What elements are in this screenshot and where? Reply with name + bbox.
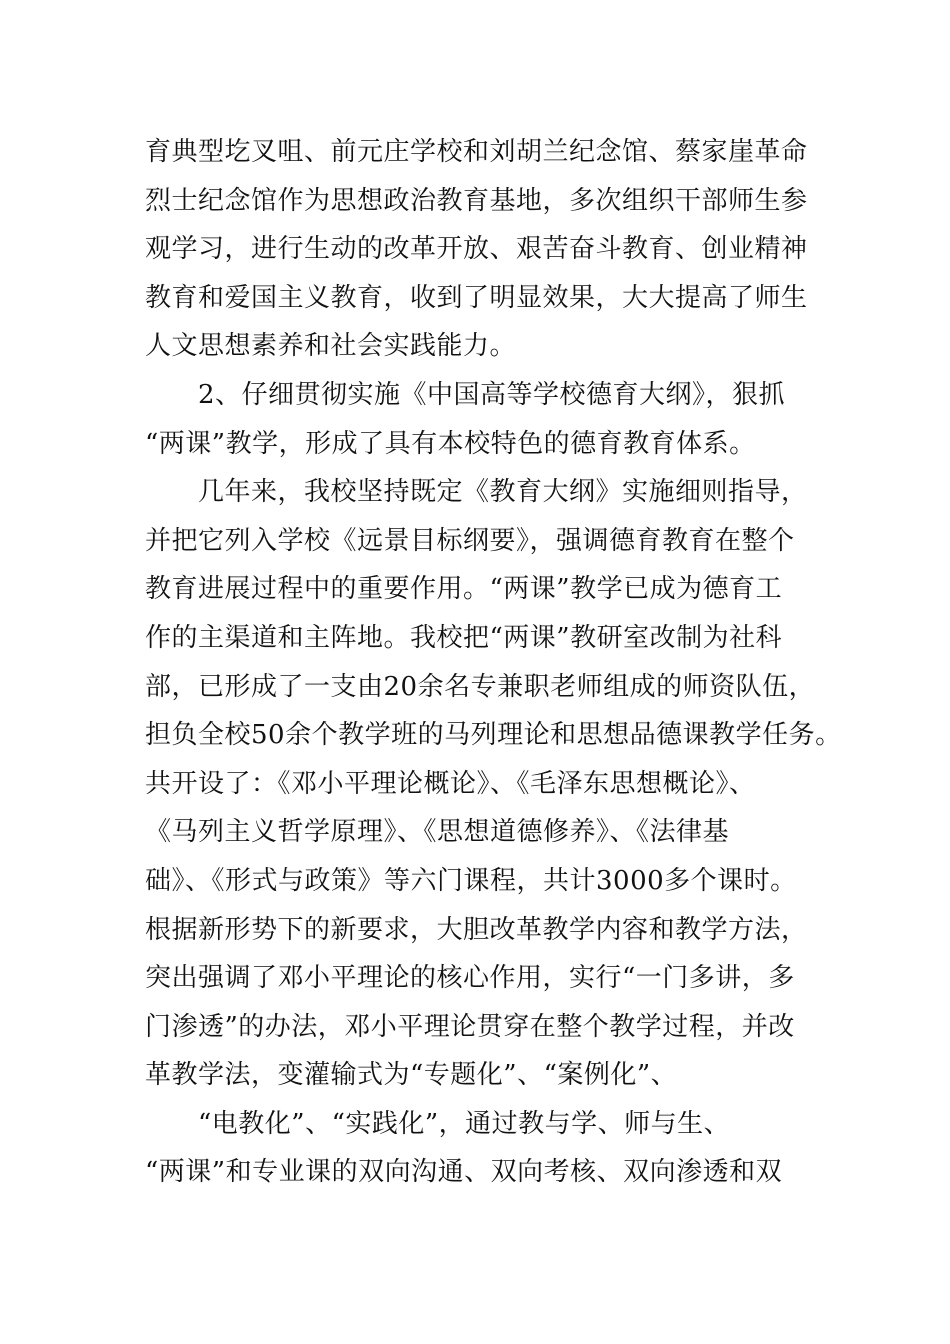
text-line: 担负全校50余个教学班的马列理论和思想品德课教学任务。 — [145, 720, 842, 751]
text-line: “两课”和专业课的双向沟通、双向考核、双向渗透和双 — [145, 1157, 783, 1188]
text-line: 2、仔细贯彻实施《中国高等学校德育大纲》，狠抓 — [145, 379, 786, 410]
text-line: 革教学法，变灌输式为“专题化”、“案例化”、 — [145, 1060, 678, 1091]
text-line: 作的主渠道和主阵地。我校把“两课”教研室改制为社科 — [145, 622, 783, 653]
text-line: 部，已形成了一支由20余名专兼职老师组成的师资队伍， — [145, 671, 816, 702]
text-line: 并把它列入学校《远景目标纲要》，强调德育教育在整个 — [145, 525, 795, 556]
text-line: 教育进展过程中的重要作用。“两课”教学已成为德育工 — [145, 574, 783, 605]
text-line: 《马列主义哲学原理》、《思想道德修养》、《法律基 — [145, 817, 730, 848]
text-line: 几年来，我校坚持既定《教育大纲》实施细则指导， — [145, 477, 808, 508]
text-line: 根据新形势下的新要求，大胆改革教学内容和教学方法， — [145, 914, 808, 945]
text-line: 观学习，进行生动的改革开放、艰苦奋斗教育、创业精神 — [145, 234, 808, 265]
text-line: “两课”教学，形成了具有本校特色的德育教育体系。 — [145, 428, 756, 459]
text-line: 教育和爱国主义教育，收到了明显效果，大大提高了师生 — [145, 282, 808, 313]
text-line: 烈士纪念馆作为思想政治教育基地，多次组织干部师生参 — [145, 185, 808, 216]
text-line: 础》、《形式与政策》等六门课程，共计3000多个课时。 — [145, 865, 797, 896]
text-line: 共开设了：《邓小平理论概论》、《毛泽东思想概论》、 — [145, 768, 756, 799]
text-line: 人文思想素养和社会实践能力。 — [145, 331, 517, 362]
body-text — [145, 128, 842, 1197]
text-line: 突出强调了邓小平理论的核心作用，实行“一门多讲，多 — [145, 963, 795, 994]
text-line: “电教化”、“实践化”，通过教与学、师与生、 — [145, 1108, 731, 1139]
text-line: 育典型圪叉咀、前元庄学校和刘胡兰纪念馆、蔡家崖革命 — [145, 137, 808, 167]
text-line: 门渗透”的办法，邓小平理论贯穿在整个教学过程，并改 — [145, 1011, 795, 1042]
